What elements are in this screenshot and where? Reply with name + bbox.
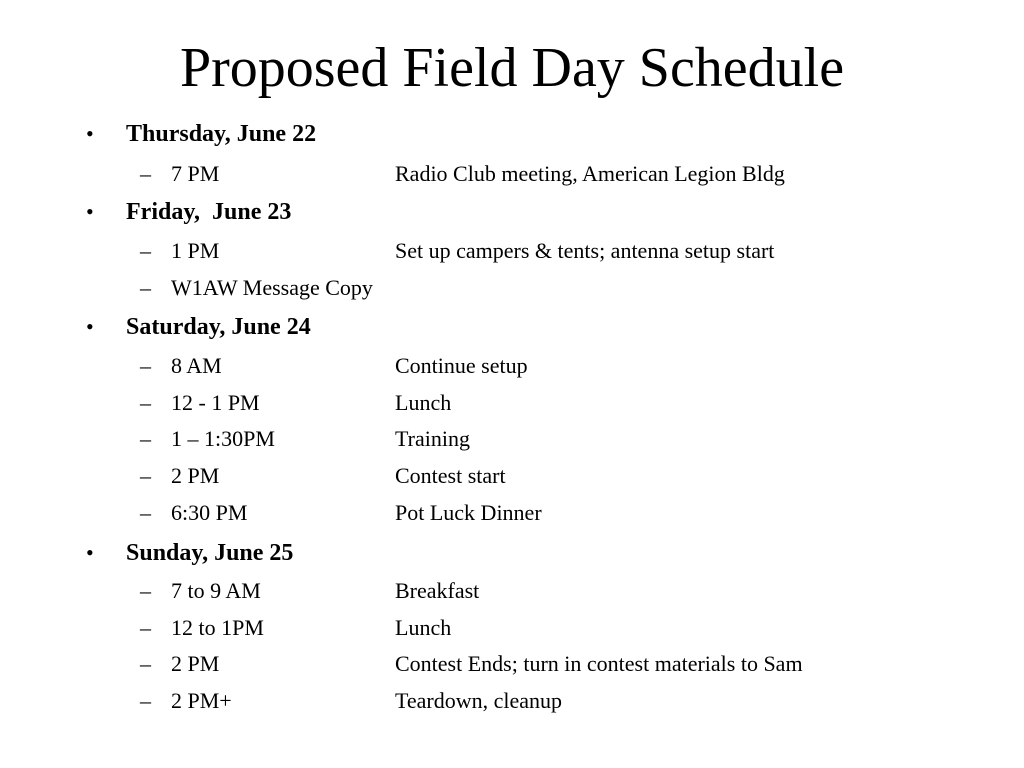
day-heading-thursday <box>0 116 1024 152</box>
item-time: 7 to 9 AM <box>171 578 261 603</box>
dash-icon: – <box>140 161 151 186</box>
bullet-icon: • <box>86 121 94 146</box>
item-description: Contest Ends; turn in contest materials to Sam <box>395 651 803 676</box>
item-description: Continue setup <box>395 353 528 378</box>
dash-icon: – <box>140 390 151 415</box>
schedule-item <box>0 686 1024 716</box>
schedule-item <box>0 461 1024 491</box>
item-description: Pot Luck Dinner <box>395 500 542 525</box>
schedule-item <box>0 613 1024 643</box>
item-time: 12 - 1 PM <box>171 390 260 415</box>
day-label: Friday, June 23 <box>126 199 292 225</box>
schedule-item <box>0 424 1024 454</box>
schedule-item <box>0 649 1024 679</box>
dash-icon: – <box>140 651 151 676</box>
schedule-item <box>0 159 1024 189</box>
dash-icon: – <box>140 500 151 525</box>
day-heading-saturday <box>0 309 1024 345</box>
schedule-item <box>0 351 1024 381</box>
schedule-item <box>0 576 1024 606</box>
day-label: Sunday, June 25 <box>126 540 294 566</box>
item-time: 1 PM <box>171 238 220 263</box>
dash-icon: – <box>140 615 151 640</box>
item-time: 8 AM <box>171 353 222 378</box>
item-time: 6:30 PM <box>171 500 248 525</box>
schedule-item <box>0 388 1024 418</box>
item-description: Set up campers & tents; antenna setup start <box>395 238 775 263</box>
bullet-icon: • <box>86 199 94 224</box>
bullet-icon: • <box>86 314 94 339</box>
item-time: 2 PM <box>171 651 220 676</box>
item-description: Lunch <box>395 615 452 640</box>
schedule-item <box>0 273 1024 303</box>
item-time: 12 to 1PM <box>171 615 264 640</box>
dash-icon: – <box>140 426 151 451</box>
item-description: Lunch <box>395 390 452 415</box>
item-description: Teardown, cleanup <box>395 688 563 713</box>
item-time: W1AW Message Copy <box>171 275 373 300</box>
item-description: Breakfast <box>395 578 480 603</box>
item-description: Training <box>395 426 470 451</box>
item-time: 2 PM+ <box>171 688 232 713</box>
item-description: Radio Club meeting, American Legion Bldg <box>395 161 785 186</box>
schedule-item <box>0 498 1024 528</box>
item-time: 1 – 1:30PM <box>171 426 275 451</box>
day-heading-friday <box>0 194 1024 230</box>
item-description: Contest start <box>395 463 506 488</box>
dash-icon: – <box>140 275 151 300</box>
dash-icon: – <box>140 238 151 263</box>
dash-icon: – <box>140 353 151 378</box>
dash-icon: – <box>140 463 151 488</box>
item-time: 2 PM <box>171 463 220 488</box>
day-label: Thursday, June 22 <box>126 121 317 147</box>
schedule-item <box>0 236 1024 266</box>
slide-title: Proposed Field Day Schedule <box>179 37 845 99</box>
item-time: 7 PM <box>171 161 220 186</box>
dash-icon: – <box>140 578 151 603</box>
bullet-icon: • <box>86 540 94 565</box>
day-label: Saturday, June 24 <box>126 314 311 340</box>
dash-icon: – <box>140 688 151 713</box>
day-heading-sunday <box>0 535 1024 571</box>
